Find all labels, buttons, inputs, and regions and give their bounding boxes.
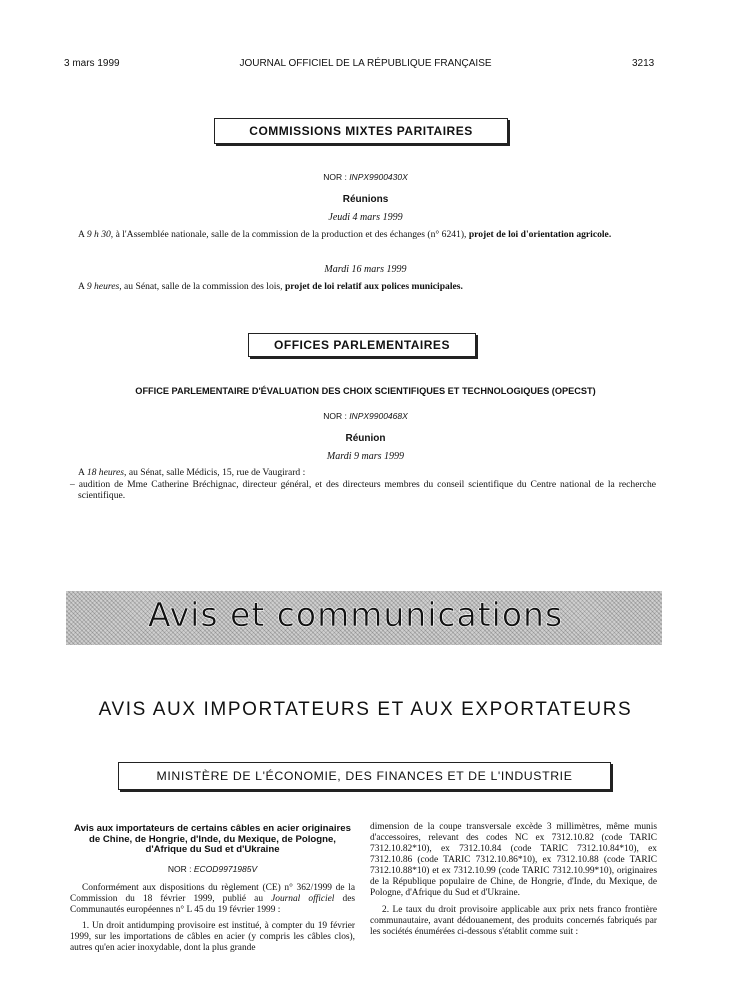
- meeting-time: 18 heures: [86, 467, 125, 478]
- nor-reference: [0, 172, 731, 182]
- nor-reference: [0, 411, 731, 421]
- banner-title: Avis et communications: [148, 595, 564, 634]
- header-date: 3 mars 1999: [64, 58, 120, 69]
- meeting-date: Jeudi 4 mars 1999: [328, 212, 403, 223]
- header-journal: JOURNAL OFFICIEL DE LA RÉPUBLIQUE FRANÇAISE: [239, 58, 492, 69]
- meeting-paragraph: [66, 467, 656, 478]
- meeting-bill-title: projet de loi d'orientation agricole.: [468, 229, 612, 240]
- meeting-time: 9 heures: [86, 281, 120, 292]
- paragraph: 2. Le taux du droit provisoire applicable aux prix nets franco frontière communautaire, avant dédouanement, des produits concernés fabriqués par les sociétés énumérées ci-dessous s'établit comme suit :: [370, 905, 657, 937]
- paragraph: 1. Un droit antidumping provisoire est institué, à compter du 19 février 1999, sur les importations de câbles en acier (y compris les câbles clos), autres qu'en acier inoxydable, dont la plus grande: [70, 920, 355, 953]
- section-banner: [66, 591, 662, 645]
- right-column: [370, 822, 657, 938]
- paragraph: dimension de la coupe transversale excède 3 millimètres, même munis d'accessoires, relevant des codes NC ex 7312.10.82 (code TARIC 7312.10.82*10), ex 7312.10.84 (code TARIC 7312.10.84*10), ex 7312.10.86 (code TARIC 7312.10.86*10), ex 7312.10.88 (code TARIC 7312.10.88*10) et ex 7312.10.99 (code TARIC 7312.10.99*10), originaires de la République populaire de Chine, de Hongrie, d'Inde, du Mexique, de Pologne, d'Afrique du Sud et d'Ukraine.: [370, 822, 657, 898]
- nor-code: ECOD9971985V: [193, 863, 258, 874]
- meeting-prefix: A: [78, 229, 87, 240]
- hearing-item: – audition de Mme Catherine Bréchignac, directeur général, et des directeurs membres du conseil scientifique du Centre national de la recherche scientifique.: [70, 479, 656, 501]
- section-heading-cmp: COMMISSIONS MIXTES PARITAIRES: [214, 118, 508, 144]
- nor-label: NOR :: [323, 411, 350, 421]
- meeting-date: Mardi 16 mars 1999: [324, 264, 407, 275]
- nor-reference: [70, 864, 355, 874]
- meeting-paragraph: [66, 229, 656, 240]
- text-run-italic: Journal officiel: [271, 893, 335, 904]
- nor-label: NOR :: [323, 172, 350, 182]
- subheading-reunion: Réunion: [345, 433, 386, 444]
- notice-title: AVIS AUX IMPORTATEURS ET AUX EXPORTATEURS: [98, 699, 633, 720]
- left-column: [70, 824, 355, 954]
- header-page-number: 3213: [632, 58, 655, 69]
- meeting-prefix: A: [78, 467, 87, 478]
- meeting-text: , à l'Assemblée nationale, salle de la commission de la production et des échanges (n° 6241),: [110, 229, 469, 240]
- nor-code: INPX9900430X: [349, 172, 408, 182]
- meeting-paragraph: [66, 281, 656, 292]
- meeting-date: Mardi 9 mars 1999: [326, 451, 405, 462]
- nor-code: INPX9900468X: [349, 411, 408, 421]
- ministry-heading: MINISTÈRE DE L'ÉCONOMIE, DES FINANCES ET DE L'INDUSTRIE: [118, 762, 611, 790]
- notice-body: [70, 883, 355, 954]
- office-title: OFFICE PARLEMENTAIRE D'ÉVALUATION DES CHOIX SCIENTIFIQUES ET TECHNOLOGIQUES (OPECST): [135, 386, 596, 396]
- text-run: Conformément aux dispositions du règlement (CE) n° 362/1999 de la Commission du 18 février 1999, publié au: [70, 882, 355, 904]
- section-heading-offices: OFFICES PARLEMENTAIRES: [248, 333, 476, 357]
- meeting-text: , au Sénat, salle Médicis, 15, rue de Vaugirard :: [124, 467, 306, 478]
- meeting-prefix: A: [78, 281, 87, 292]
- meeting-time: 9 h 30: [86, 229, 111, 240]
- text-run: des Communautés européennes n° L 45 du 19 février 1999 :: [70, 893, 356, 915]
- paragraph: [70, 883, 355, 916]
- nor-label: NOR :: [167, 863, 194, 874]
- notice-heading: Avis aux importateurs de certains câbles en acier originaires de Chine, de Hongrie, d'Inde, du Mexique, de Pologne, d'Afrique du Sud et d'Ukraine: [74, 823, 351, 855]
- subheading-reunions: Réunions: [342, 194, 389, 205]
- meeting-bill-title: projet de loi relatif aux polices municipales.: [284, 281, 463, 292]
- meeting-text: , au Sénat, salle de la commission des lois,: [119, 281, 285, 292]
